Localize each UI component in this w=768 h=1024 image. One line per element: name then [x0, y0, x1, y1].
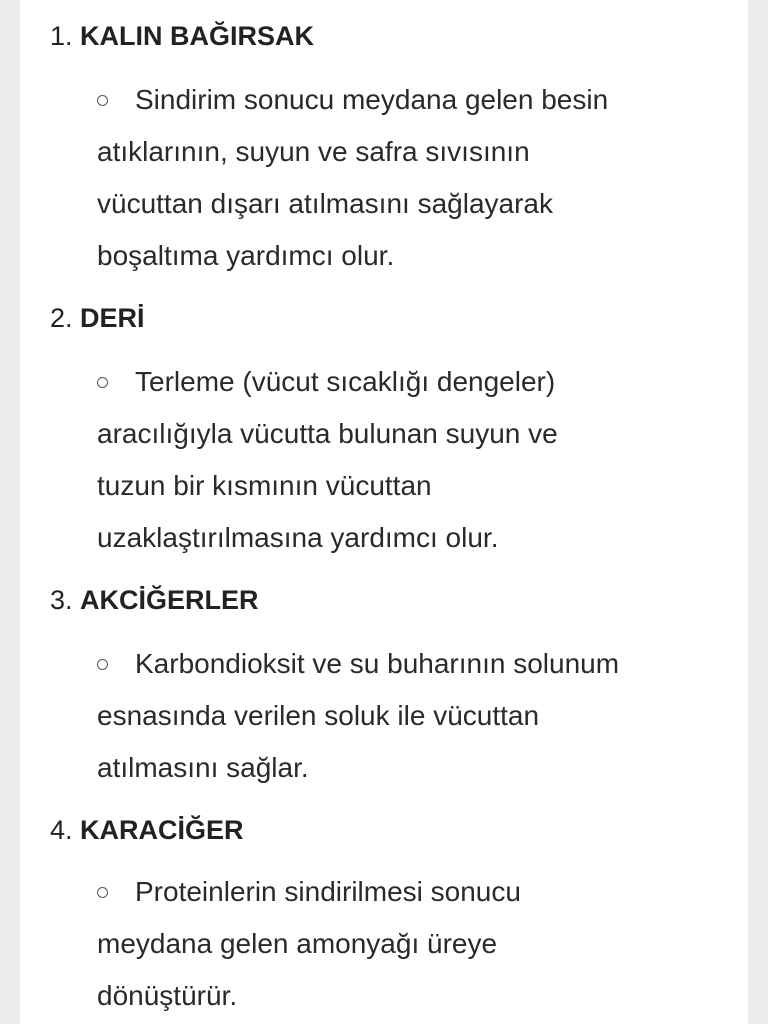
description-line: uzaklaştırılmasına yardımcı olur. [97, 522, 499, 553]
item-title: KARACİĞER [80, 815, 244, 845]
item-description [97, 74, 737, 282]
item-number: 3. [50, 585, 73, 615]
description-line: aracılığıyla vücutta bulunan suyun ve [97, 418, 558, 449]
item-number: 4. [50, 815, 73, 845]
description-line: tuzun bir kısmının vücuttan [97, 470, 432, 501]
item-description [97, 356, 737, 564]
description-line: Karbondioksit ve su buharının solunum [135, 648, 620, 679]
item-number: 2. [50, 303, 73, 333]
description-line: Terleme (vücut sıcaklığı dengeler) [135, 366, 556, 397]
hollow-circle-bullet-icon [97, 95, 108, 106]
description-line: Proteinlerin sindirilmesi sonucu [135, 876, 521, 907]
hollow-circle-bullet-icon [97, 887, 108, 898]
item-heading [50, 296, 145, 340]
description-line: boşaltıma yardımcı olur. [97, 240, 395, 271]
item-description [97, 866, 737, 1022]
item-heading [50, 578, 259, 622]
article-content [20, 0, 748, 1024]
description-line: esnasında verilen soluk ile vücuttan [97, 700, 540, 731]
description-line: dönüştürür. [97, 980, 238, 1011]
description-line: atıklarının, suyun ve safra sıvısının [97, 136, 530, 167]
item-heading [50, 808, 244, 852]
description-line: vücuttan dışarı atılmasını sağlayarak [97, 188, 553, 219]
hollow-circle-bullet-icon [97, 377, 108, 388]
hollow-circle-bullet-icon [97, 659, 108, 670]
description-line: meydana gelen amonyağı üreye [97, 928, 498, 959]
item-heading [50, 14, 314, 58]
item-title: KALIN BAĞIRSAK [80, 21, 315, 51]
description-line: atılmasını sağlar. [97, 752, 309, 783]
item-description [97, 638, 737, 794]
description-line: Sindirim sonucu meydana gelen besin [135, 84, 609, 115]
item-title: AKCİĞERLER [80, 585, 259, 615]
item-title: DERİ [80, 303, 145, 333]
item-number: 1. [50, 21, 73, 51]
